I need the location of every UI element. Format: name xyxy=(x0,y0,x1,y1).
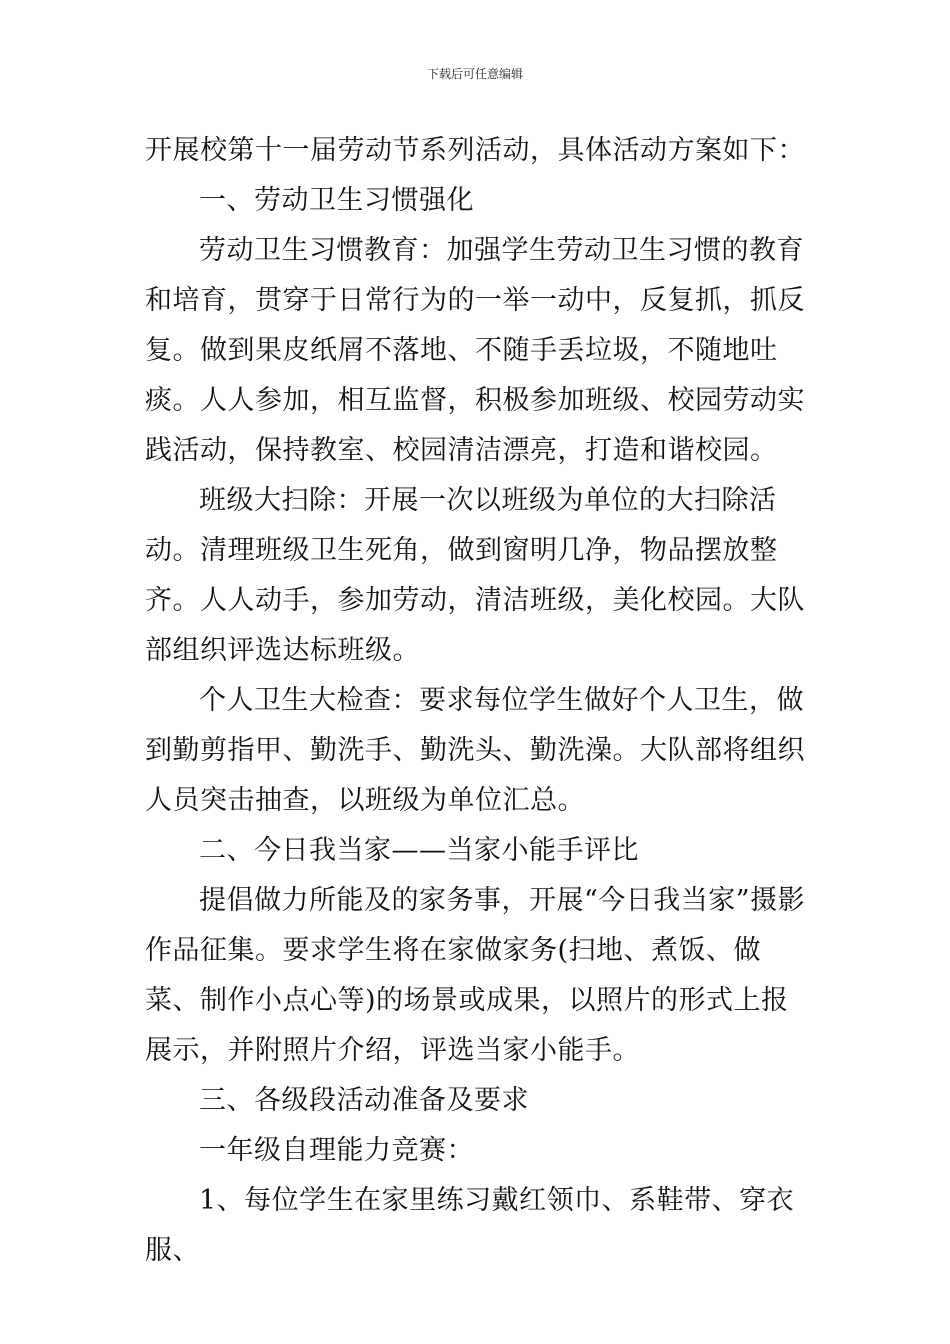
section-heading-1: 一、劳动卫生习惯强化 xyxy=(199,185,474,216)
subheading-grade-one: 一年级自理能力竞赛： xyxy=(199,1135,474,1166)
paragraph-class-cleaning: 班级大扫除：开展一次以班级为单位的大扫除活动。清理班级卫生死角，做到窗明几净，物品摆放整齐。人人动手，参加劳动，清洁班级，美化校园。大队部组织评选达标班级。 xyxy=(145,485,805,666)
paragraph-housework-photo: 提倡做力所能及的家务事，开展“今日我当家”摄影作品征集。要求学生将在家做家务(扫地、煮饭、做菜、制作小点心等)的场景或成果，以照片的形式上报展示，并附照片介绍，评选当家小能手。 xyxy=(145,885,806,1066)
section-heading-3: 三、各级段活动准备及要求 xyxy=(199,1085,529,1116)
document-body xyxy=(145,126,810,1276)
list-item-1: 1、每位学生在家里练习戴红领巾、系鞋带、穿衣服、 xyxy=(145,1185,795,1266)
paragraph-hygiene-education: 劳动卫生习惯教育：加强学生劳动卫生习惯的教育和培育，贯穿于日常行为的一举一动中，反复抓，抓反复。做到果皮纸屑不落地、不随手丢垃圾，不随地吐痰。人人参加，相互监督，积极参加班级、校园劳动实践活动，保持教室、校园清洁漂亮，打造和谐校园。 xyxy=(145,235,805,466)
paragraph-personal-hygiene: 个人卫生大检查：要求每位学生做好个人卫生，做到勤剪指甲、勤洗手、勤洗头、勤洗澡。大队部将组织人员突击抽查，以班级为单位汇总。 xyxy=(145,685,805,816)
paragraph-intro: 开展校第十一届劳动节系列活动，具体活动方案如下： xyxy=(145,135,805,166)
section-heading-2: 二、今日我当家——当家小能手评比 xyxy=(199,835,639,866)
page-header-note: 下载后可任意编辑 xyxy=(426,67,523,81)
